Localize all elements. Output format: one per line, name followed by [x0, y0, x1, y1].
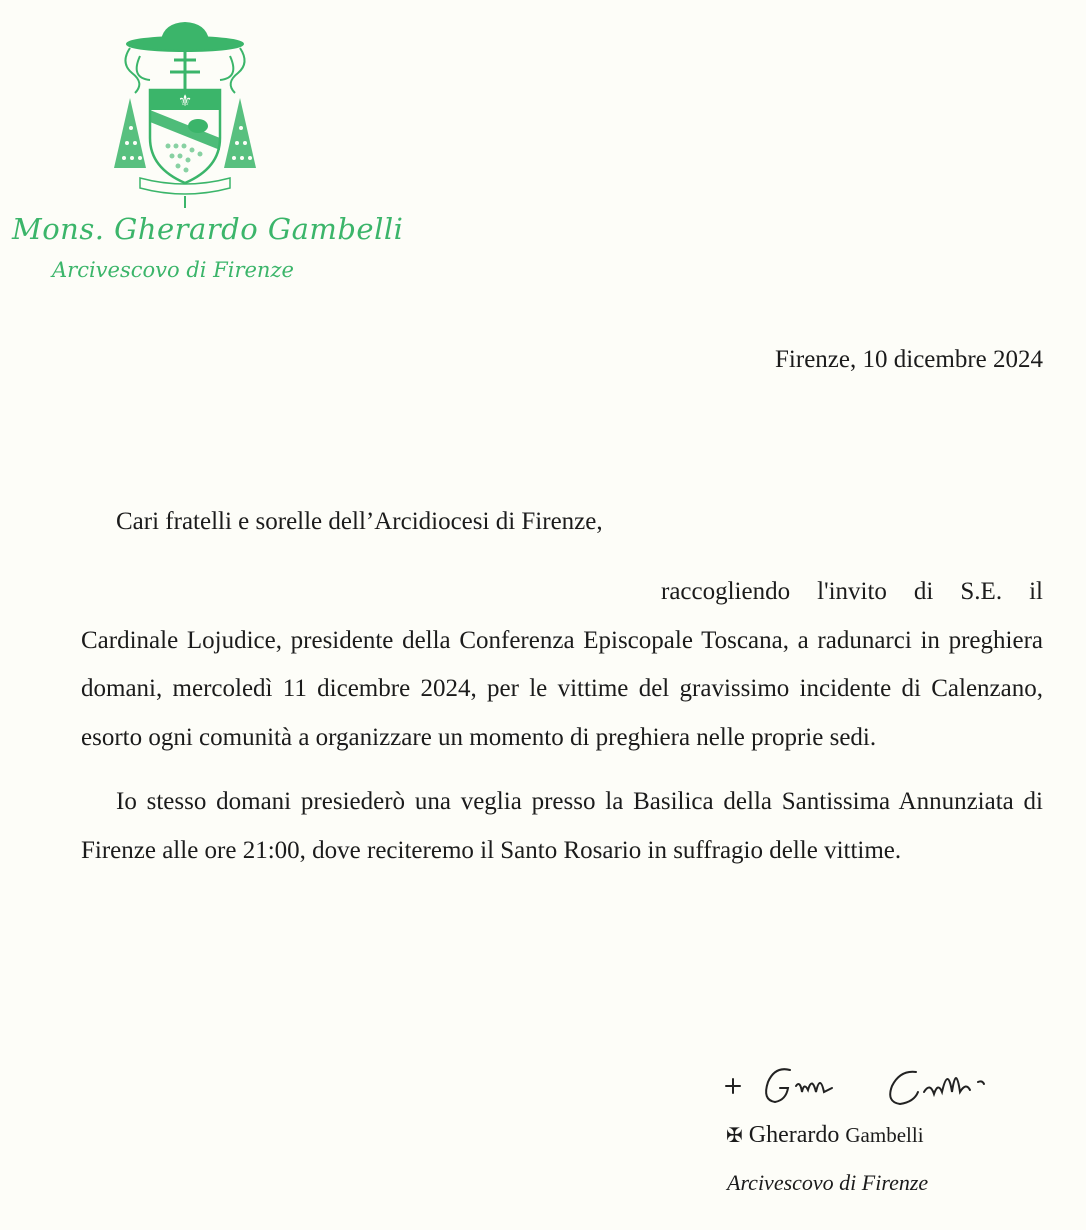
signatory-first-name: Gherardo: [748, 1122, 840, 1148]
letterhead-title: Arcivescovo di Firenze: [52, 258, 294, 282]
paragraph: raccogliendo l'invito di S.E. il Cardinale Lojudice, presidente della Conferenza Episcopale Toscana, a radunarci in preghiera domani, mercoledì 11 dicembre 2024, per le vittime del gravissimo incidente di Calenzano, esorto ogni comunità a organizzare un momento di preghiera nelle proprie sedi.: [81, 578, 1043, 751]
date-line: Firenze, 10 dicembre 2024: [775, 346, 1043, 373]
letterhead-name: Mons. Gherardo Gambelli: [12, 212, 404, 246]
svg-text:⚜: ⚜: [177, 91, 193, 110]
salutation: Cari fratelli e sorelle dell’Arcidiocesi di Firenze,: [116, 508, 603, 535]
paragraph: Io stesso domani presiederò una veglia presso la Basilica della Santissima Annunziata di Firenze alle ore 21:00, dove reciteremo il Santo Rosario in suffragio delle vittime.: [81, 788, 1043, 864]
letter-body: [81, 568, 1043, 875]
handwritten-signature: [720, 1052, 1040, 1122]
signatory-surname: Gambelli: [845, 1123, 924, 1147]
maltese-cross-icon: ✠: [726, 1125, 743, 1147]
signatory-role: Arcivescovo di Firenze: [727, 1170, 929, 1195]
signatory-name: [726, 1122, 924, 1149]
coat-of-arms-icon: [110, 18, 260, 213]
